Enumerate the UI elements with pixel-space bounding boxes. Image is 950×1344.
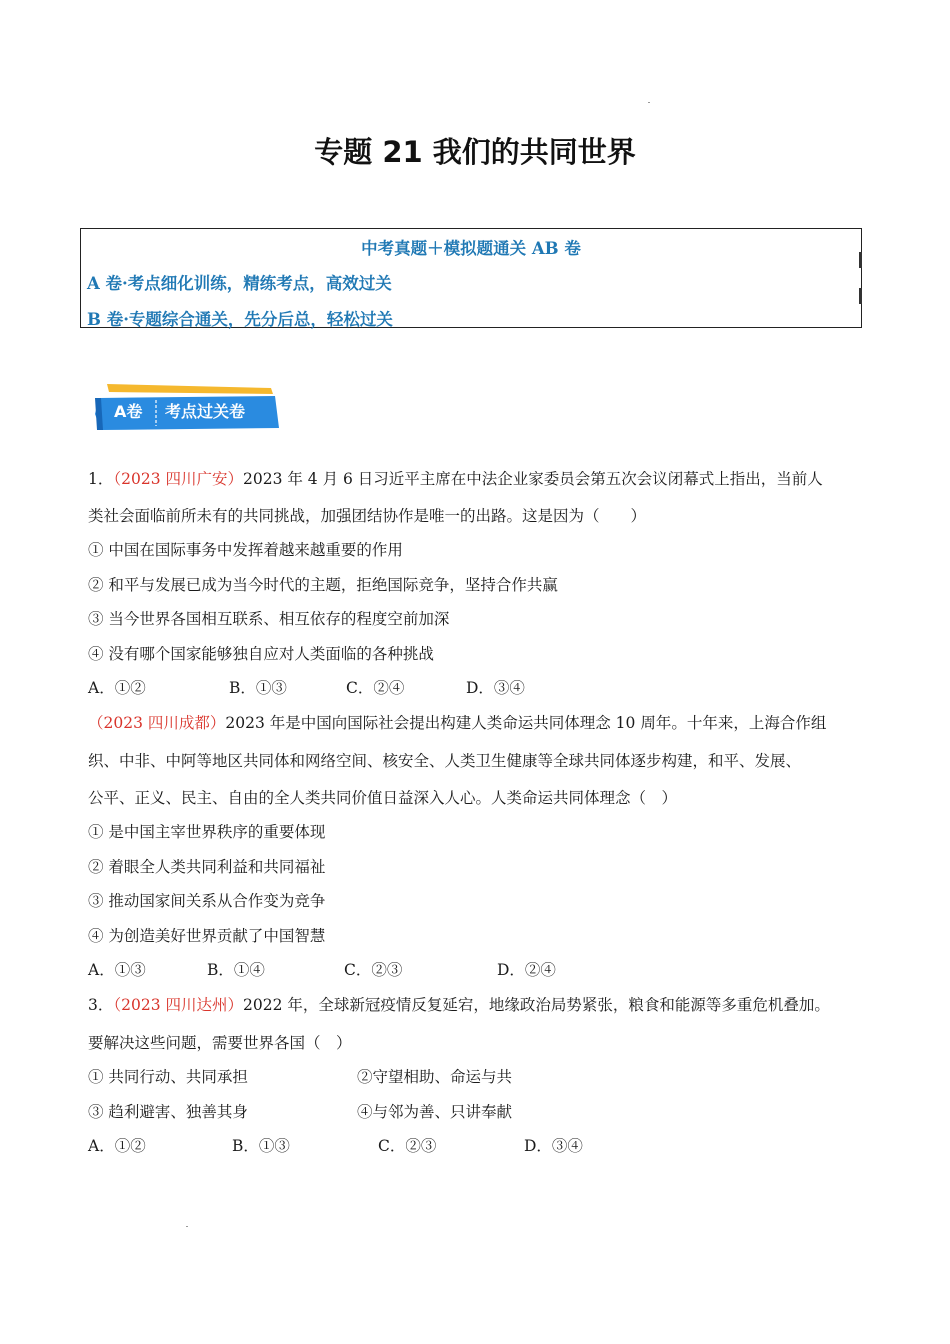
question-2-stem-line-3: 公平、正义、民主、自由的全人类共同价值日益深入人心。人类命运共同体理念（ ） <box>88 789 678 807</box>
item-4: ④与邻为善、只讲奉献 <box>357 1103 513 1121</box>
question-2-item-1: ① 是中国主宰世界秩序的重要体现 <box>88 823 326 841</box>
question-1-stem-line-2: 类社会面临前所未有的共同挑战，加强团结协作是唯一的出路。这是因为（ ） <box>88 507 647 525</box>
question-2-item-4: ④ 为创造美好世界贡献了中国智慧 <box>88 927 326 945</box>
option-d: D．③④ <box>524 1137 583 1155</box>
intro-heading: 中考真题＋模拟题通关 AB 卷 <box>361 239 581 258</box>
option-b: B．①③ <box>229 679 287 697</box>
question-2-stem-line-1 <box>88 711 826 733</box>
question-2-stem-line-2: 织、中非、中阿等地区共同体和网络空间、核安全、人类卫生健康等全球共同体逐步构建，和平、发展、 <box>88 752 802 770</box>
question-3-stem-line-1 <box>88 993 830 1015</box>
intro-line-b: B 卷·专题综合通关，先分后总，轻松过关 <box>87 310 393 329</box>
option-c: C．②③ <box>378 1137 437 1155</box>
option-c: C．②④ <box>346 679 405 697</box>
speck-bottom <box>186 1226 188 1227</box>
item-3: ③ 趋利避害、独善其身 <box>88 1103 248 1121</box>
question-number: 1． <box>88 470 114 488</box>
question-3-options <box>88 1134 848 1156</box>
speck-top <box>648 102 650 103</box>
question-1-stem-line-1 <box>88 467 823 489</box>
intro-box <box>80 228 862 328</box>
side-mark <box>859 288 862 304</box>
option-a: A．①③ <box>88 961 146 979</box>
question-stem: 2023 年是中国向国际社会提出构建人类命运共同体理念 10 周年。十年来，上海合作组 <box>225 714 827 732</box>
question-number: 3． <box>88 996 114 1014</box>
question-1-item-1: ① 中国在国际事务中发挥着越来越重要的作用 <box>88 541 403 559</box>
option-d: D．②④ <box>497 961 556 979</box>
option-b: B．①④ <box>207 961 265 979</box>
option-c: C．②③ <box>344 961 403 979</box>
question-stem: 2022 年，全球新冠疫情反复延宕，地缘政治局势紧张，粮食和能源等多重危机叠加。 <box>243 996 830 1014</box>
banner-label-a: A卷 <box>114 402 143 421</box>
question-2-item-2: ② 着眼全人类共同利益和共同福祉 <box>88 858 326 876</box>
question-1-item-2: ② 和平与发展已成为当今时代的主题，拒绝国际竞争，坚持合作共赢 <box>88 576 558 594</box>
intro-line-a: A 卷·考点细化训练，精练考点，高效过关 <box>87 274 392 293</box>
side-mark <box>859 252 862 268</box>
question-1-options <box>88 676 848 698</box>
question-source: （2023 四川成都） <box>88 714 226 732</box>
option-a: A．①② <box>88 1137 146 1155</box>
option-d: D．③④ <box>466 679 525 697</box>
question-source: （2023 四川达州） <box>113 996 243 1014</box>
section-banner <box>95 384 280 432</box>
page-title: 专题 21 我们的共同世界 <box>314 135 636 169</box>
question-1-item-4: ④ 没有哪个国家能够独自应对人类面临的各种挑战 <box>88 645 434 663</box>
item-2: ②守望相助、命运与共 <box>357 1068 513 1086</box>
item-1: ① 共同行动、共同承担 <box>88 1068 248 1086</box>
option-a: A．①② <box>88 679 146 697</box>
question-2-options <box>88 958 848 980</box>
question-2-item-3: ③ 推动国家间关系从合作变为竞争 <box>88 892 326 910</box>
banner-label-b: 考点过关卷 <box>165 402 246 421</box>
question-3-items-row-2 <box>88 1100 848 1122</box>
option-b: B．①③ <box>232 1137 290 1155</box>
question-stem: 2023 年 4 月 6 日习近平主席在中法企业家委员会第五次会议闭幕式上指出，当前人 <box>243 470 823 488</box>
question-1-item-3: ③ 当今世界各国相互联系、相互依存的程度空前加深 <box>88 610 450 628</box>
question-source: （2023 四川广安） <box>113 470 243 488</box>
question-3-stem-line-2: 要解决这些问题，需要世界各国（ ） <box>88 1034 352 1052</box>
question-3-items-row-1 <box>88 1065 848 1087</box>
